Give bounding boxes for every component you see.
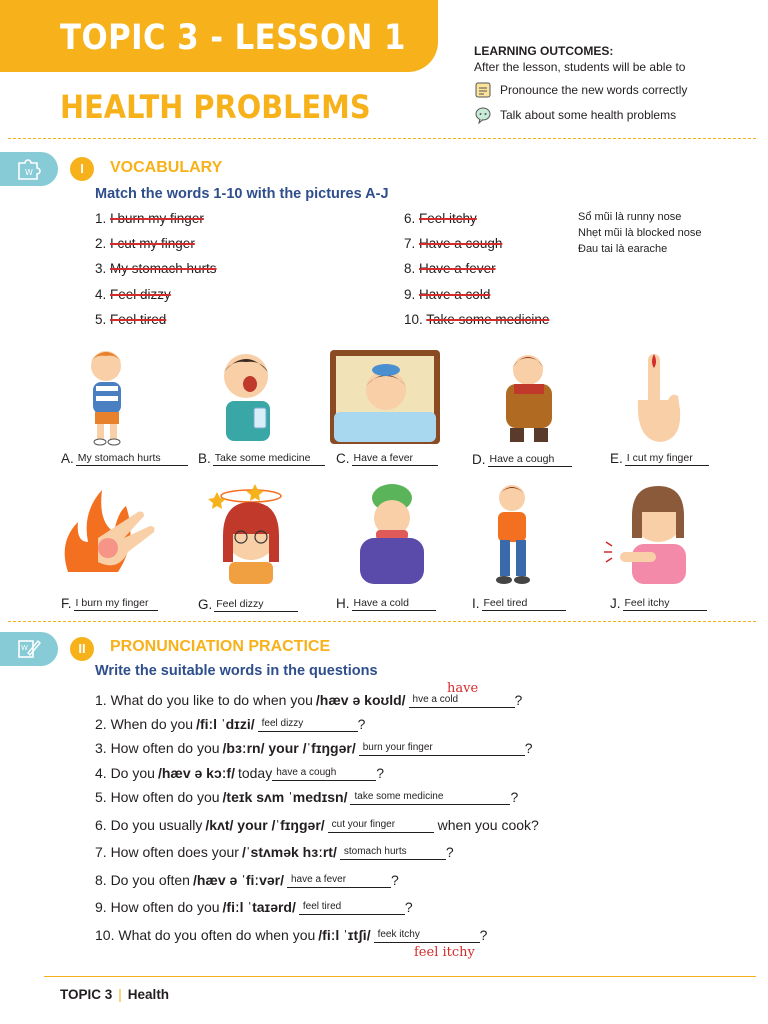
dizzy-illustration xyxy=(205,482,297,586)
correction-note: feel itchy xyxy=(414,945,475,960)
vocab-item: 2. I cut my finger xyxy=(95,236,195,251)
cut-finger-illustration xyxy=(630,350,688,446)
question: 10. What do you often do when you /fiːl ˈɪtʃi/ feek itchy ? xyxy=(95,927,488,943)
picture-label: F. I burn my finger xyxy=(61,596,158,611)
picture-label: I. Feel tired xyxy=(472,596,566,611)
question: 6. Do you usually /kʌt/ your /ˈfɪŋgər/ cut your finger when you cook? xyxy=(95,817,539,833)
vocab-item: 10. Take some medicine xyxy=(404,312,550,327)
learning-outcomes xyxy=(474,44,764,124)
note-text: Nhẹt mũi là blocked nose xyxy=(578,227,702,239)
writing-icon xyxy=(16,637,42,661)
answer-blank[interactable]: feel tired xyxy=(299,901,405,915)
section-tab xyxy=(0,632,58,666)
correction-note: have xyxy=(447,681,479,696)
vocab-item: 7. Have a cough xyxy=(404,236,503,251)
speech-bubble-icon xyxy=(474,106,492,124)
question: 8. Do you often /hæv ə ˈfiːvər/ have a fever ? xyxy=(95,872,399,888)
note-text: Sổ mũi là runny nose xyxy=(578,211,682,223)
note-text: Đau tai là earache xyxy=(578,243,668,255)
question: 7. How often does your /ˈstʌmək hɜːrt/ stomach hurts ? xyxy=(95,844,454,860)
svg-text:W: W xyxy=(21,644,28,652)
question: 5. How often do you /teɪk sʌm ˈmedɪsn/ take some medicine ? xyxy=(95,789,519,805)
answer-blank[interactable]: hve a cold xyxy=(409,694,515,708)
answer-blank[interactable]: cut your finger xyxy=(328,819,434,833)
picture-label: J. Feel itchy xyxy=(610,596,707,611)
divider xyxy=(8,138,756,139)
picture-label: A. My stomach hurts xyxy=(61,451,188,466)
medicine-illustration xyxy=(206,346,286,446)
outcomes-intro: After the lesson, students will be able to xyxy=(474,60,686,74)
section-title: VOCABULARY xyxy=(110,159,223,176)
cough-illustration xyxy=(494,346,564,446)
vocab-item: 6. Feel itchy xyxy=(404,211,477,226)
section-tab xyxy=(0,152,58,186)
vocab-item: 3. My stomach hurts xyxy=(95,261,217,276)
picture-label: B. Take some medicine xyxy=(198,451,325,466)
question: 4. Do you /hæv ə kɔːf/ today have a cough ? xyxy=(95,765,385,781)
section-number: I xyxy=(70,157,94,181)
outcome-item xyxy=(474,106,764,124)
outcome-text: Talk about some health problems xyxy=(500,108,677,122)
tired-illustration xyxy=(488,482,538,586)
fever-illustration xyxy=(328,348,442,446)
answer-blank[interactable]: have a fever xyxy=(287,874,391,888)
section-title: PRONUNCIATION PRACTICE xyxy=(110,638,331,655)
outcome-text: Pronounce the new words correctly xyxy=(500,83,688,97)
picture-label: C. Have a fever xyxy=(336,451,438,466)
question: 3. How often do you /bɜːrn/ your /ˈfɪŋgər/ burn your finger ? xyxy=(95,740,533,756)
picture-label: H. Have a cold xyxy=(336,596,436,611)
answer-blank[interactable]: have a cough xyxy=(272,767,376,781)
vocab-item: 4. Feel dizzy xyxy=(95,287,171,302)
svg-text:W: W xyxy=(25,168,33,177)
outcomes-heading: LEARNING OUTCOMES: xyxy=(474,44,614,58)
question: 1. What do you like to do when you /hæv ə koʊld/ hve a cold ? xyxy=(95,692,523,708)
section-number: II xyxy=(70,637,94,661)
lesson-subtitle: HEALTH PROBLEMS xyxy=(60,88,371,126)
itchy-illustration xyxy=(602,482,694,586)
vocab-item: 5. Feel tired xyxy=(95,312,167,327)
cold-illustration xyxy=(350,482,434,586)
picture-label: D. Have a cough xyxy=(472,452,572,467)
instruction: Match the words 1-10 with the pictures A-J xyxy=(95,186,389,202)
outcome-item xyxy=(474,81,764,99)
question: 9. How often do you /fiːl ˈtaɪərd/ feel tired ? xyxy=(95,899,413,915)
notepad-icon xyxy=(474,81,492,99)
vocab-item: 9. Have a cold xyxy=(404,287,491,302)
question: 2. When do you /fiːl ˈdɪzi/ feel dizzy ? xyxy=(95,716,366,732)
picture-label: G. Feel dizzy xyxy=(198,597,298,612)
page-footer: TOPIC 3 | Health xyxy=(60,987,170,1002)
stomach-ache-illustration xyxy=(66,346,144,446)
instruction: Write the suitable words in the questions xyxy=(95,663,378,679)
divider xyxy=(8,621,756,622)
vocab-item: 8. Have a fever xyxy=(404,261,496,276)
footer-divider xyxy=(44,976,756,977)
answer-blank[interactable]: burn your finger xyxy=(359,742,525,756)
vocab-item: 1. I burn my finger xyxy=(95,211,204,226)
answer-blank[interactable]: feel dizzy xyxy=(258,718,358,732)
picture-label: E. I cut my finger xyxy=(610,451,709,466)
answer-blank[interactable]: stomach hurts xyxy=(340,846,446,860)
answer-blank[interactable]: feek itchy xyxy=(374,929,480,943)
burn-illustration xyxy=(58,482,162,586)
puzzle-icon xyxy=(16,157,42,181)
answer-blank[interactable]: take some medicine xyxy=(350,791,510,805)
lesson-title: TOPIC 3 - LESSON 1 xyxy=(60,18,406,58)
